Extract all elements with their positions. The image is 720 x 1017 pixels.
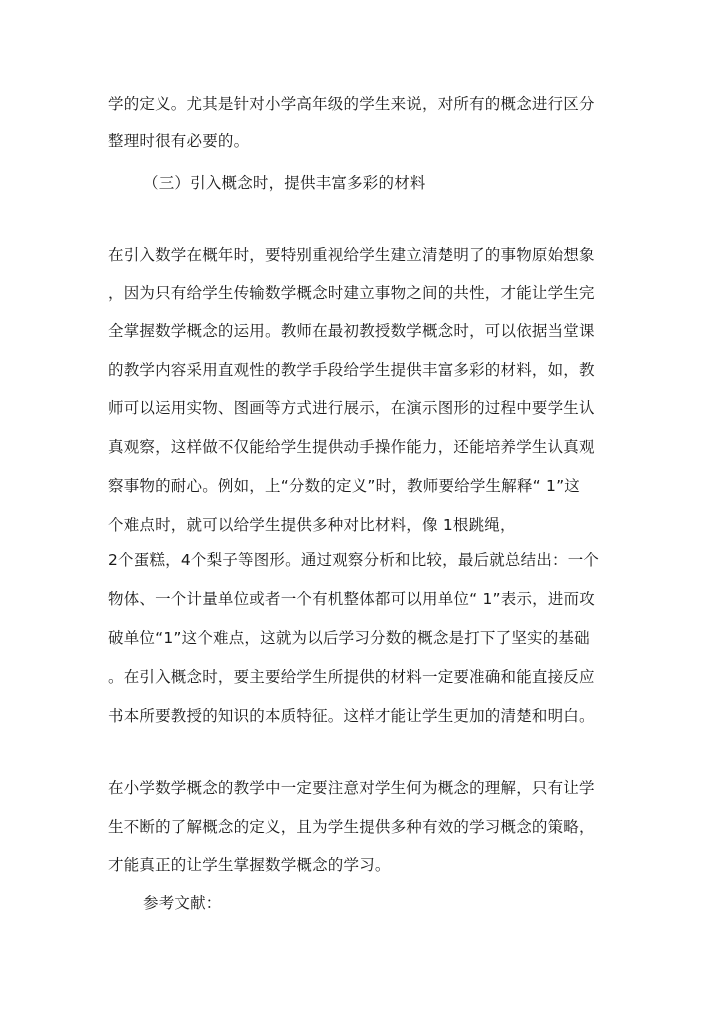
body-line-8: 个难点时，就可以给学生提供多种对比材料，像 1根跳绳， [108,516,516,534]
body-line-3: 全掌握数学概念的运用。教师在最初教授数学概念时，可以依据当堂课 [108,322,595,340]
intro-line-2: 整理时很有必要的。 [108,132,250,150]
body-line-6: 真观察，这样做不仅能给学生提供动手操作能力，还能培养学生认真观 [108,438,595,456]
body-line-9: 2个蛋糕，4个梨子等图形。通过观察分析和比较，最后就总结出：一个 [108,551,600,569]
references-label: 参考文献： [143,894,222,912]
conclusion-line-2: 生不断的了解概念的定义，且为学生提供多种有效的学习概念的策略， [108,818,595,836]
intro-line-1: 学的定义。尤其是针对小学高年级的学生来说，对所有的概念进行区分 [108,95,595,113]
body-line-13: 书本所要教授的知识的本质特征。这样才能让学生更加的清楚和明白。 [108,707,595,725]
section-heading: （三）引入概念时，提供丰富多彩的材料 [143,174,426,192]
body-line-7: 察事物的耐心。例如，上“分数的定义”时，教师要给学生解释“ 1”这 [108,477,581,495]
body-line-4: 的教学内容采用直观性的教学手段给学生提供丰富多彩的材料，如，教 [108,361,595,379]
body-line-10: 物体、一个计量单位或者一个有机整体都可以用单位“ 1”表示，进而攻 [108,590,595,608]
body-line-1: 在引入数学在概年时，要特别重视给学生建立清楚明了的事物原始想象 [108,246,595,264]
body-line-11: 破单位“1”这个难点，这就为以后学习分数的概念是打下了坚实的基础 [108,629,590,647]
conclusion-line-1: 在小学数学概念的教学中一定要注意对学生何为概念的理解，只有让学 [108,779,595,797]
conclusion-line-3: 才能真正的让学生掌握数学概念的学习。 [108,856,391,874]
body-line-2: ，因为只有给学生传输数学概念时建立事物之间的共性，才能让学生完 [108,284,595,302]
body-line-12: 。在引入概念时，要主要给学生所提供的材料一定要准确和能直接反应 [108,668,595,686]
body-line-5: 师可以运用实物、图画等方式进行展示，在演示图形的过程中要学生认 [108,399,595,417]
